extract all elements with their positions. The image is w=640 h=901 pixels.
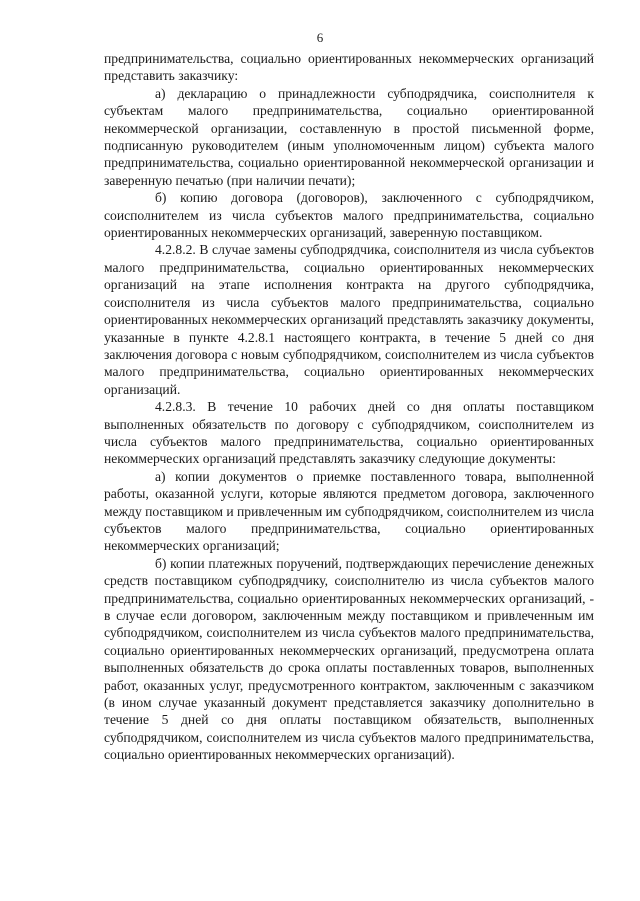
paragraph-acceptance-documents: а) копии документов о приемке поставленного товара, выполненной работы, оказанной услуги, которые являются предметом договора, заключенного между поставщиком и привлеченным им субподрядчиком, соисполнителем из числа субъектов малого предпринимательства, социально ориентированных некоммерческих организаций; [104, 468, 594, 554]
document-body [104, 50, 594, 764]
paragraph-4-2-8-2: 4.2.8.2. В случае замены субподрядчика, соисполнителя из числа субъектов малого предпринимательства, социально ориентированных некоммерческих организаций на этапе исполнения контракта на другого субподрядчика, соисполнителя из числа субъектов малого предпринимательства, социально ориентированных некоммерческих организаций представлять заказчику документы, указанные в пункте 4.2.8.1 настоящего контракта, в течение 5 дней со дня заключения договора с новым субподрядчиком, соисполнителем из числа субъектов малого предпринимательства, социально ориентированных некоммерческих организаций. [104, 242, 594, 397]
paragraph-4-2-8-3: 4.2.8.3. В течение 10 рабочих дней со дня оплаты поставщиком выполненных обязательств по договору с субподрядчиком, соисполнителем из числа субъектов малого предпринимательства, социально ориентированных некоммерческих организаций представлять заказчику следующие документы: [104, 399, 594, 467]
paragraph-contract-copy: б) копию договора (договоров), заключенного с субподрядчиком, соисполнителем из числа субъектов малого предпринимательства, социально ориентированных некоммерческих организаций, заверенную поставщиком. [104, 190, 594, 241]
paragraph-continuation: предпринимательства, социально ориентированных некоммерческих организаций представить заказчику: [104, 51, 594, 84]
page-number: 6 [316, 30, 324, 45]
paragraph-payment-orders: б) копии платежных поручений, подтверждающих перечисление денежных средств поставщиком субподрядчику, соисполнителю из числа субъектов малого предпринимательства, социально ориентированных некоммерческих организаций, - в случае если договором, заключенным между поставщиком и привлеченным им субподрядчиком, соисполнителем из числа субъектов малого предпринимательства, социально ориентированных некоммерческих организаций, предусмотрена оплата выполненных обязательств до срока оплаты поставленных товаров, выполненных работ, оказанных услуг, предусмотренного контрактом, заключенным с заказчиком (в ином случае указанный документ представляется заказчику дополнительно в течение 5 дней со дня оплаты поставщиком обязательств, выполненных субподрядчиком, соисполнителем из числа субъектов малого предпринимательства, социально ориентированных некоммерческих организаций). [104, 555, 594, 763]
paragraph-declaration: а) декларацию о принадлежности субподрядчика, соисполнителя к субъектам малого предпринимательства, социально ориентированной некоммерческой организации, составленную в простой письменной форме, подписанную руководителем (иным уполномоченным лицом) субъекта малого предпринимательства, социально ориентированной некоммерческой организации и заверенную печатью (при наличии печати); [104, 85, 594, 188]
